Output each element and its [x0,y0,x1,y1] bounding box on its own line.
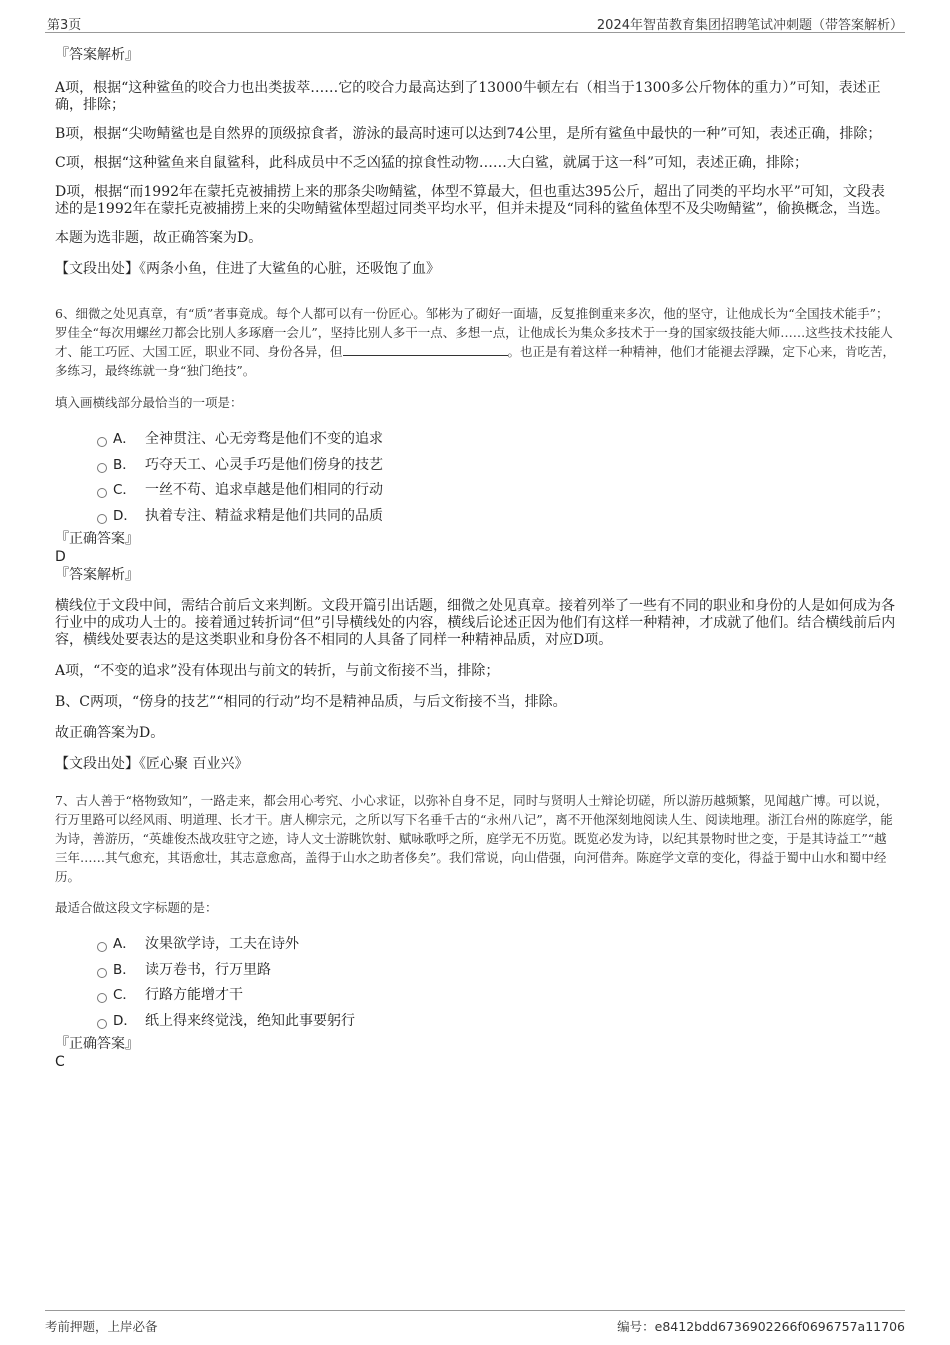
q5-analysis-d: D项，根据“而1992年在蒙托克被捕捞上来的那条尖吻鲭鲨，体型不算最大，但也重达395公斤，超出了同类的平均水平”可知，文段表述的是1992年在蒙托克被捕捞上来的尖吻鲭鲨体型超过同类平均水平，但并未提及“同科的鲨鱼体型不及尖吻鲭鲨”，偷换概念，当选。 [55,184,889,217]
q7-prompt: 最适合做这段文字标题的是： [55,900,218,915]
document-title: 2024年智苗教育集团招聘笔试冲刺题（带答案解析） [596,18,903,33]
radio-icon[interactable] [97,488,107,498]
q6-option-d[interactable]: D． 执着专注、精益求精是他们共同的品质 [97,505,897,531]
radio-icon[interactable] [97,1019,107,1029]
q6-fill-blank [343,343,508,356]
radio-icon[interactable] [97,993,107,1003]
q6-option-b[interactable]: B． 巧夺天工、心灵手巧是他们傍身的技艺 [97,454,897,480]
q6-option-a[interactable]: A． 全神贯注、心无旁骛是他们不变的追求 [97,428,897,454]
q7-option-d[interactable]: D． 纸上得来终觉浅，绝知此事要躬行 [97,1010,897,1036]
page-footer [45,1310,905,1335]
q6-correct-answer: D [55,549,66,565]
footer-slogan: 考前押题，上岸必备 [45,1319,158,1334]
q6-source: 【文段出处】《匠心聚 百业兴》 [55,756,249,772]
radio-icon[interactable] [97,968,107,978]
page-content [55,46,897,1071]
q5-analysis-label: 『答案解析』 [55,47,139,63]
q6-analysis-label: 『答案解析』 [55,567,139,583]
q7-option-b[interactable]: B． 读万卷书，行万里路 [97,959,897,985]
q6-prompt: 填入画横线部分最恰当的一项是： [55,395,243,410]
q7-correct-label: 『正确答案』 [55,1036,139,1052]
q6-question-text: 6、细微之处见真章，有“质”者事竟成。每个人都可以有一份匠心。邹彬为了砌好一面墙，反复推倒重来多次，他的坚守，让他成长为“全国技术能手”；罗佳全“每次用螺丝刀都会比别人多琢磨一会儿”，坚持比别人多干一点、多想一点，让他成长为集众多技术于一身的国家级技能大师……这些技术技能人才、能工巧匠、大国工匠，职业不同、身份各异，但 。也正是有着这样一种精神，他们才能褪去浮躁，定下心来，肯吃苦，多练习，最终练就一身“独门绝技”。 [55,306,896,378]
footer-serial: 编号：e8412bdd6736902266f0696757a11706 [617,1319,905,1334]
page-header [45,10,905,33]
q5-analysis-c: C项，根据“这种鲨鱼来自鼠鲨科，此科成员中不乏凶猛的掠食性动物……大白鲨，就属于这一科”可知，表述正确，排除； [55,155,809,171]
q6-analysis-main: 横线位于文段中间，需结合前后文来判断。文段开篇引出话题，细微之处见真章。接着列举了一些有不同的职业和身份的人是如何成为各行业中的成功人士的。接着通过转折词“但”引导横线处的内容，横线后论述正因为他们有这样一种精神，才成就了他们。结合横线前后内容，横线处要表达的是这类职业和身份各不相同的人具备了同样一种精神品质，对应D项。 [55,598,896,648]
radio-icon[interactable] [97,463,107,473]
q5-analysis-b: B项，根据“尖吻鲭鲨也是自然界的顶级掠食者，游泳的最高时速可以达到74公里，是所有鲨鱼中最快的一种”可知，表述正确，排除； [55,126,882,142]
q5-analysis-a: A项，根据“这种鲨鱼的咬合力也出类拔萃……它的咬合力最高达到了13000牛顿左右（相当于1300多公斤物体的重力）”可知，表述正确，排除； [55,80,881,113]
radio-icon[interactable] [97,437,107,447]
q6-analysis-bc: B、C两项，“傍身的技艺”“相同的行动”均不是精神品质，与后文衔接不当，排除。 [55,694,567,710]
radio-icon[interactable] [97,942,107,952]
q7-option-c[interactable]: C． 行路方能增才干 [97,984,897,1010]
page-number: 第3页 [47,18,82,33]
radio-icon[interactable] [97,514,107,524]
q7-option-a[interactable]: A． 汝果欲学诗，工夫在诗外 [97,933,897,959]
q6-option-c[interactable]: C． 一丝不苟、追求卓越是他们相同的行动 [97,479,897,505]
q5-conclusion: 本题为选非题，故正确答案为D。 [55,230,263,246]
q7-correct-answer: C [55,1054,65,1070]
q6-options [55,428,897,530]
q6-analysis-a: A项，“不变的追求”没有体现出与前文的转折，与前文衔接不当，排除； [55,663,500,679]
q6-conclusion: 故正确答案为D。 [55,725,165,741]
q5-source: 【文段出处】《两条小鱼，住进了大鲨鱼的心脏，还吸饱了血》 [55,261,440,277]
q7-question-text: 7、古人善于“格物致知”，一路走来，都会用心考究、小心求证，以弥补自身不足，同时与贤明人士辩论切磋，所以游历越频繁，见闻越广博。可以说，行万里路可以经风雨、明道理、长才干。唐人柳宗元，之所以写下名垂千古的“永州八记”，离不开他深刻地阅读人生、阅读地理。浙江台州的陈庭学，能为诗，善游历，“英雄俊杰战攻驻守之迹，诗人文士游眺饮射、赋咏歌呼之所，庭学无不历览。既览必发为诗，以纪其景物时世之变，于是其诗益工”“越三年……其气愈充，其语愈壮，其志意愈高，盖得于山水之助者侈矣”。我们常说，向山借强，向河借奔。陈庭学文章的变化，得益于蜀中山水和蜀中经历。 [55,793,893,884]
q7-options [55,933,897,1035]
q6-correct-label: 『正确答案』 [55,531,139,547]
